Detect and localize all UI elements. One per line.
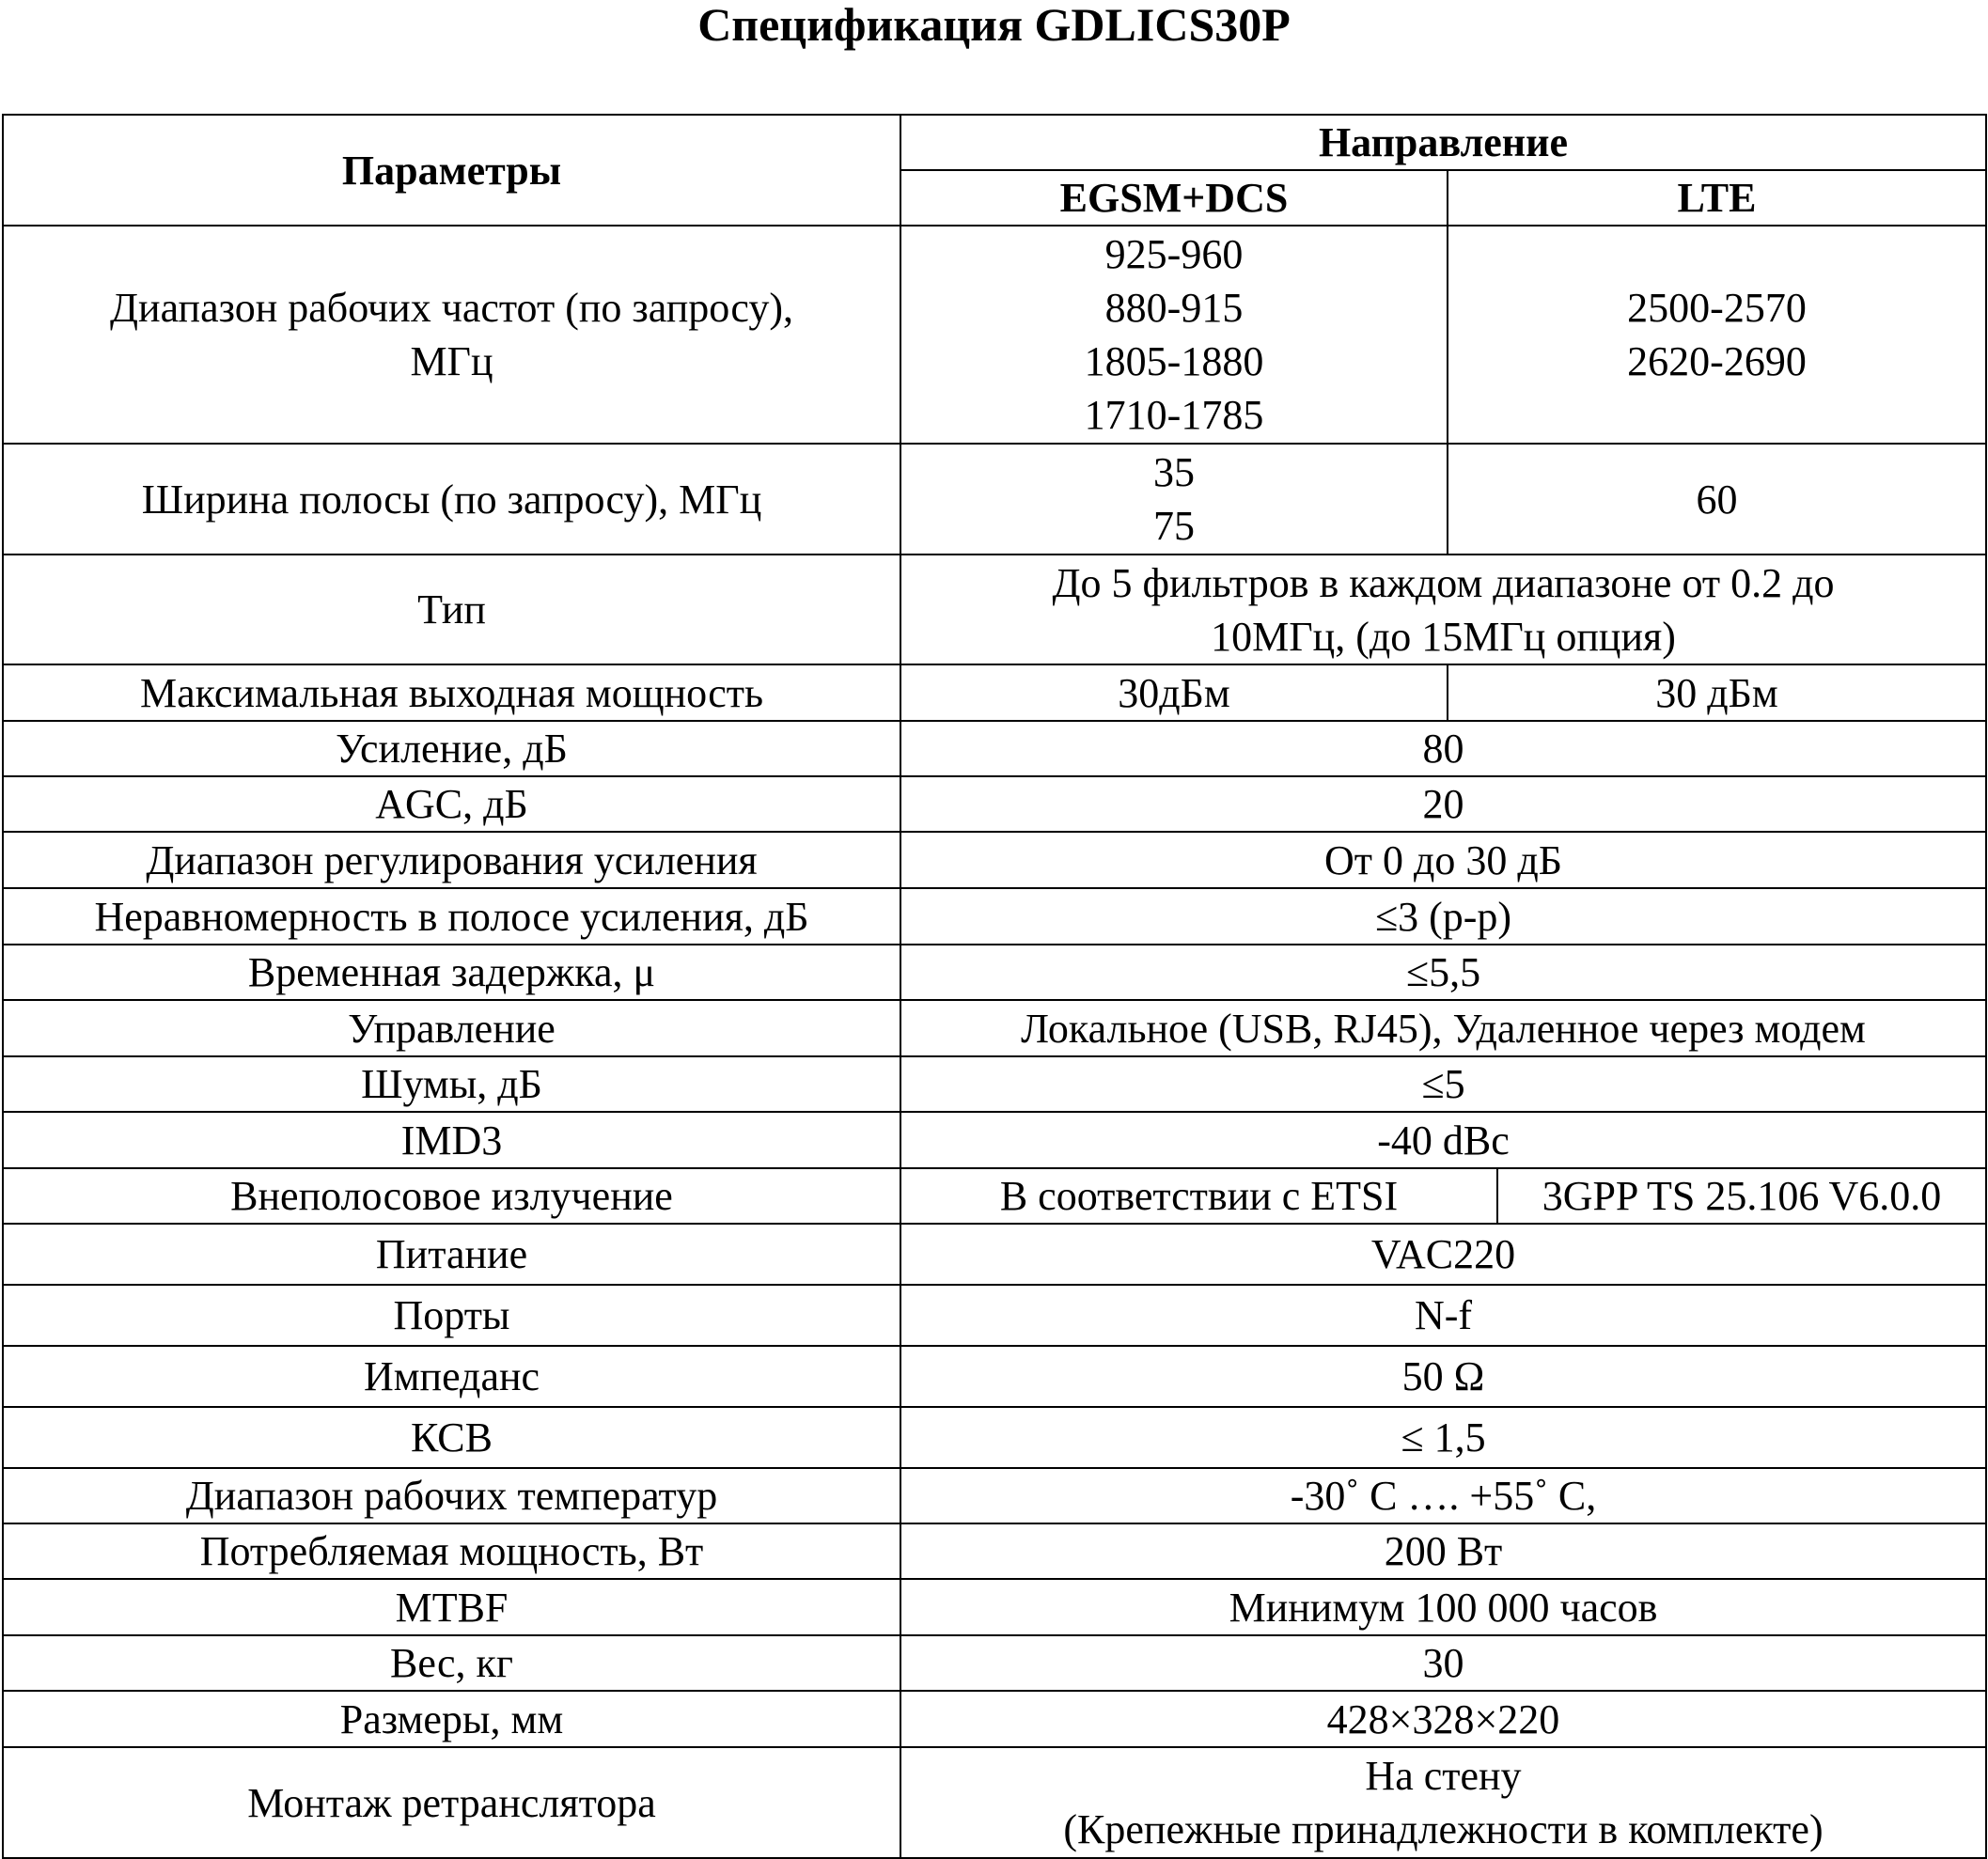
param-label: Диапазон регулирования усиления — [3, 832, 900, 888]
param-value: ≤5 — [900, 1056, 1986, 1112]
row-temperature — [3, 1468, 1986, 1523]
row-agc — [3, 776, 1986, 832]
param-label: MTBF — [3, 1579, 900, 1635]
param-value: 50 Ω — [900, 1346, 1986, 1407]
param-value: N-f — [900, 1285, 1986, 1346]
row-control — [3, 1000, 1986, 1056]
lte-value: 3GPP TS 25.106 V6.0.0 — [1497, 1168, 1986, 1224]
row-mounting — [3, 1747, 1986, 1858]
param-label: Ширина полосы (по запросу), МГц — [3, 444, 900, 555]
param-label: Внеполосовое излучение — [3, 1168, 900, 1224]
param-label: Тип — [3, 555, 900, 664]
param-label: Потребляемая мощность, Вт — [3, 1523, 900, 1579]
row-ripple — [3, 888, 1986, 945]
param-value: VAC220 — [900, 1224, 1986, 1285]
row-power-supply — [3, 1224, 1986, 1285]
param-label: Неравномерность в полосе усиления, дБ — [3, 888, 900, 945]
param-label: IMD3 — [3, 1112, 900, 1168]
param-value: -30˚ С …. +55˚ С, — [900, 1468, 1986, 1523]
param-label: Порты — [3, 1285, 900, 1346]
row-mtbf — [3, 1579, 1986, 1635]
param-label: Усиление, дБ — [3, 721, 900, 776]
param-label: Максимальная выходная мощность — [3, 664, 900, 721]
param-label: Вес, кг — [3, 1635, 900, 1691]
param-value: 428×328×220 — [900, 1691, 1986, 1747]
param-value: До 5 фильтров в каждом диапазоне от 0.2 до 10МГц, (до 15МГц опция) — [900, 555, 1986, 664]
row-noise — [3, 1056, 1986, 1112]
param-label: Питание — [3, 1224, 900, 1285]
header-egsm-dcs: EGSM+DCS — [900, 170, 1448, 226]
row-delay — [3, 945, 1986, 1000]
param-label: Управление — [3, 1000, 900, 1056]
header-row-1 — [3, 115, 1986, 170]
param-value: От 0 до 30 дБ — [900, 832, 1986, 888]
param-value: 80 — [900, 721, 1986, 776]
row-vswr — [3, 1407, 1986, 1468]
param-value: На стену (Крепежные принадлежности в комплекте) — [900, 1747, 1986, 1858]
row-impedance — [3, 1346, 1986, 1407]
row-imd3 — [3, 1112, 1986, 1168]
param-label: Диапазон рабочих температур — [3, 1468, 900, 1523]
param-label: Шумы, дБ — [3, 1056, 900, 1112]
header-lte: LTE — [1448, 170, 1986, 226]
lte-value: 2500-2570 2620-2690 — [1448, 226, 1986, 444]
param-value: 20 — [900, 776, 1986, 832]
param-value: Минимум 100 000 часов — [900, 1579, 1986, 1635]
egsm-dcs-value: 925-960 880-915 1805-1880 1710-1785 — [900, 226, 1448, 444]
param-value: -40 dBc — [900, 1112, 1986, 1168]
document-title: Спецификация GDLICS30P — [697, 0, 1291, 51]
row-ports — [3, 1285, 1986, 1346]
egsm-dcs-value: В соответствии с ETSI — [900, 1168, 1497, 1224]
lte-value: 30 дБм — [1448, 664, 1986, 721]
header-params: Параметры — [3, 115, 900, 226]
row-type — [3, 555, 1986, 664]
egsm-dcs-value: 35 75 — [900, 444, 1448, 555]
param-value: ≤5,5 — [900, 945, 1986, 1000]
param-label: КСВ — [3, 1407, 900, 1468]
row-consumption — [3, 1523, 1986, 1579]
param-label: Диапазон рабочих частот (по запросу), МГц — [3, 226, 900, 444]
egsm-dcs-value: 30дБм — [900, 664, 1448, 721]
row-weight — [3, 1635, 1986, 1691]
param-label: Размеры, мм — [3, 1691, 900, 1747]
param-label: Временная задержка, μ — [3, 945, 900, 1000]
param-label: Монтаж ретранслятора — [3, 1747, 900, 1858]
row-max-power — [3, 664, 1986, 721]
row-frequency-range — [3, 226, 1986, 444]
param-value: 200 Вт — [900, 1523, 1986, 1579]
param-value: ≤ 1,5 — [900, 1407, 1986, 1468]
lte-value: 60 — [1448, 444, 1986, 555]
param-value: Локальное (USB, RJ45), Удаленное через модем — [900, 1000, 1986, 1056]
spec-table — [2, 114, 1987, 1859]
row-gain-adjust — [3, 832, 1986, 888]
param-label: AGC, дБ — [3, 776, 900, 832]
param-label: Импеданс — [3, 1346, 900, 1407]
header-direction: Направление — [900, 115, 1986, 170]
row-gain — [3, 721, 1986, 776]
param-value: ≤3 (p-p) — [900, 888, 1986, 945]
row-spurious-emission — [3, 1168, 1986, 1224]
param-value: 30 — [900, 1635, 1986, 1691]
row-dimensions — [3, 1691, 1986, 1747]
row-bandwidth — [3, 444, 1986, 555]
